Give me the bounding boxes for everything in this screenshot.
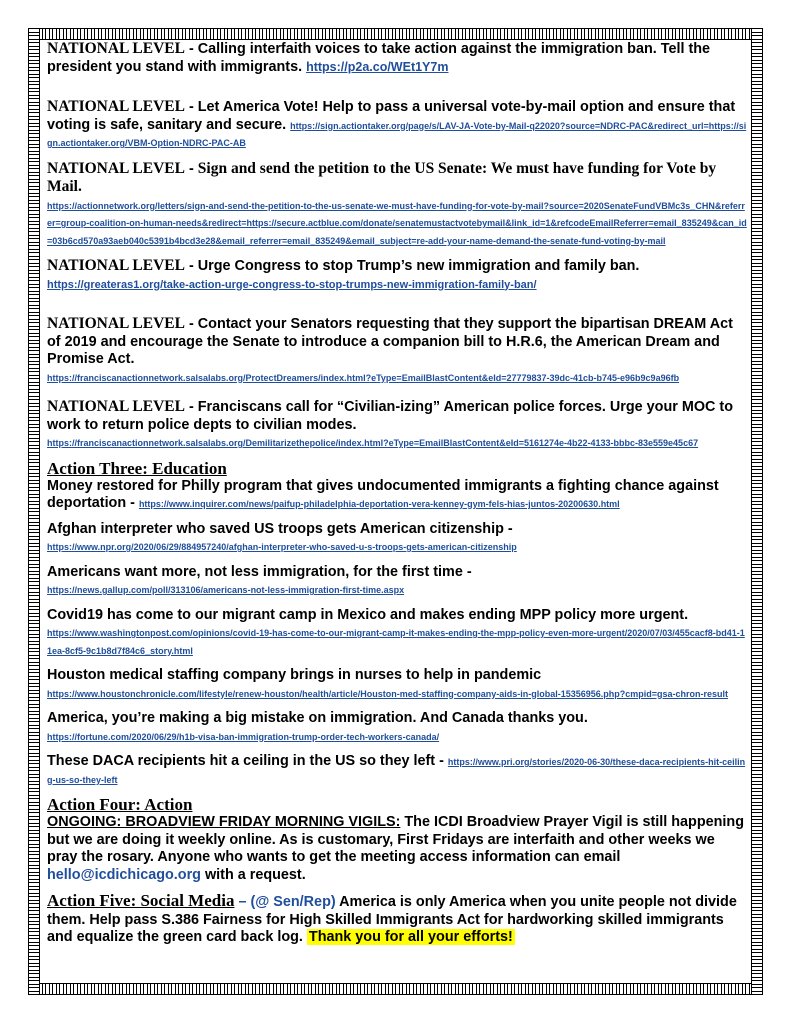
national-item: NATIONAL LEVEL - Let America Vote! Help to pass a universal vote-by-mail option and ensure that voting is safe, sanitary and secure. https://sign.actiontaker.org/page/s/LAV-JA-Vote-by-Mail-q22020?source=NDRC-PAC&redirect_url=https://sign.actiontaker.org/VBM-Option-NDRC-PAC-AB [47, 98, 747, 148]
page-border-top [28, 28, 763, 40]
item-label: NATIONAL LEVEL [47, 398, 185, 415]
section-title-action: Action Four: Action [47, 795, 193, 814]
section-title-social: Action Five: Social Media [47, 891, 235, 910]
item-link[interactable]: https://greateras1.org/take-action-urge-congress-to-stop-trumps-new-immigration-family-ban/ [47, 278, 537, 291]
national-item: NATIONAL LEVEL - Urge Congress to stop Trump’s new immigration and family ban. https://greateras1.org/take-action-urge-congress-to-stop-trumps-new-immigration-family-ban/ [47, 257, 640, 291]
item-link[interactable]: https://www.pri.org/stories/2020-06-30/these-daca-recipients-hit-ceiling-us-so-they-left [47, 757, 746, 785]
national-item: NATIONAL LEVEL - Contact your Senators requesting that they support the bipartisan DREAM Act of 2019 and encourage the Senate to introduce a companion bill to H.R.6, the American Dream and Promise Act. https://franciscanactionnetwork.salsalabs.org/ProtectDreamers/index.html?eType=EmailBlastContent&eId=27779837-39dc-41cb-b745-e96b9c9a96fb [47, 315, 733, 383]
item-link[interactable]: https://www.inquirer.com/news/paifup-philadelphia-deportation-vera-kenney-gym-fels-hias-juntos-20200630.html [138, 499, 620, 509]
item-link[interactable]: https://franciscanactionnetwork.salsalabs.org/Demilitarizethepolice/index.html?eType=EmailBlastContent&eId=5161274e-4b22-4133-bbbc-83e559e45c67 [47, 438, 699, 448]
national-item: NATIONAL LEVEL - Franciscans call for “Civilian-izing” American police forces. Urge your MOC to work to return police depts to civilian modes. https://franciscanactionnetwork.salsalabs.org/Demilitarizethepolice/index.html?eType=EmailBlastContent&eId=5161274e-4b22-4133-bbbc-83e559e45c67 [47, 398, 734, 448]
item-link[interactable]: https://www.houstonchronicle.com/lifestyle/renew-houston/health/article/Houston-med-staffing-company-aids-in-global-15356956.php?cmpid=gsa-chron-result [47, 688, 729, 699]
item-label: NATIONAL LEVEL [47, 257, 185, 274]
education-item [47, 564, 747, 599]
vigil-paragraph [47, 814, 747, 884]
education-item [47, 607, 747, 660]
item-text: Covid19 has come to our migrant camp in Mexico and makes ending MPP policy more urgent. [47, 606, 689, 623]
page-border-right [751, 28, 763, 995]
item-text: Franciscans call for “Civilian-izing” American police forces. Urge your MOC to work to return police depts to civilian modes. [47, 399, 734, 433]
email-link[interactable]: hello@icdichicago.org [47, 866, 201, 883]
thanks-highlight: Thank you for all your efforts! [308, 929, 513, 945]
education-item [47, 710, 747, 745]
page-border-left [28, 28, 40, 995]
item-text: Afghan interpreter who saved US troops gets American citizenship - [47, 520, 513, 537]
item-text: Let America Vote! Help to pass a universal vote-by-mail option and ensure that voting is safe, sanitary and secure. [47, 99, 736, 133]
item-text: Americans want more, not less immigration, for the first time - [47, 563, 472, 580]
document-body [47, 40, 747, 955]
vigil-body-end: with a request. [204, 866, 306, 883]
social-handle: – (@ Sen/Rep) [238, 894, 336, 910]
item-label: NATIONAL LEVEL [47, 159, 185, 177]
item-text: Contact your Senators requesting that they support the bipartisan DREAM Act of 2019 and encourage the Senate to introduce a companion bill to H.R.6, the American Dream and Promise Act. [47, 316, 733, 367]
item-text: These DACA recipients hit a ceiling in the US so they left - [47, 753, 444, 769]
item-text: America, you’re making a big mistake on immigration. And Canada thanks you. [47, 710, 588, 726]
education-item [47, 667, 747, 702]
vigil-body: The ICDI Broadview Prayer Vigil is still happening but we are doing it weekly online. As is customary, First Fridays are interfaith and other weeks we pray the rosary. Anyone who wants to get the meeting access information can email [47, 814, 744, 865]
item-text: Calling interfaith voices to take action against the immigration ban. Tell the president you stand with immigrants. [47, 41, 711, 75]
social-media-paragraph [47, 892, 747, 947]
item-text: Sign and send the petition to the US Senate: We must have funding for Vote by Mail. [47, 159, 717, 195]
education-item [47, 753, 747, 788]
item-text: Money restored for Philly program that gives undocumented immigrants a fighting chance against deportation - [47, 477, 719, 511]
page-border-bottom [28, 983, 763, 995]
section-title-education: Action Three: Education [47, 458, 227, 478]
item-label: NATIONAL LEVEL [47, 315, 185, 332]
item-label: NATIONAL LEVEL [47, 40, 185, 57]
item-link[interactable]: https://www.washingtonpost.com/opinions/covid-19-has-come-to-our-migrant-camp-it-makes-ending-the-mpp-policy-even-more-urgent/2020/07/03/455cacf8-bd41-11ea-8cf5-9c1b8d7f84c6_story.html [47, 628, 745, 656]
item-link[interactable]: https://fortune.com/2020/06/29/h1b-visa-ban-immigration-trump-order-tech-workers-canada/ [47, 731, 440, 742]
item-link[interactable]: https://news.gallup.com/poll/313106/americans-not-less-immigration-first-time.aspx [47, 585, 405, 595]
item-text: Urge Congress to stop Trump’s new immigration and family ban. [197, 258, 640, 274]
social-body: America is only America when you unite people not divide them. Help pass S.386 Fairness for High Skilled Immigrants Act for hardworking skilled immigrants and equalize the green card back log. [47, 894, 737, 945]
item-link[interactable]: https://sign.actiontaker.org/page/s/LAV-JA-Vote-by-Mail-q22020?source=NDRC-PAC&redirect_url=https://sign.actiontaker.org/VBM-Option-NDRC-PAC-AB [47, 120, 747, 148]
national-item: NATIONAL LEVEL - Sign and send the petition to the US Senate: We must have funding for Vote by Mail. https://actionnetwork.org/letters/sign-and-send-the-petition-to-the-us-senate-we-must-have-funding-for-vote-by-mail?source=2020SenateFundVBMc3s_CHN&referrer=group-coalition-on-human-needs&redirect=https://secure.actblue.com/donate/senatemustactvotebymail&link_id=1&refcodeEmailReferrer=email_835249&can_id=03b6cd570a93aeb040c5391b4bcd3e28&email_referrer=email_835249&email_subject=re-add-your-name-demand-the-senate-fund-voting-by-mail [47, 159, 747, 246]
item-link[interactable]: https://franciscanactionnetwork.salsalabs.org/ProtectDreamers/index.html?eType=EmailBlastContent&eId=27779837-39dc-41cb-b745-e96b9c9a96fb [47, 372, 680, 383]
national-item: NATIONAL LEVEL - Calling interfaith voices to take action against the immigration ban. Tell the president you stand with immigrants. https://p2a.co/WEt1Y7m [47, 40, 711, 75]
item-link[interactable]: https://www.npr.org/2020/06/29/884957240/afghan-interpreter-who-saved-u-s-troops-gets-american-citizenship [47, 542, 517, 552]
item-text: Houston medical staffing company brings in nurses to help in pandemic [47, 667, 542, 683]
education-item [47, 521, 747, 556]
vigil-heading: ONGOING: BROADVIEW FRIDAY MORNING VIGILS: [47, 814, 401, 830]
item-link[interactable]: https://p2a.co/WEt1Y7m [306, 59, 449, 74]
item-label: NATIONAL LEVEL [47, 98, 185, 115]
education-item [47, 478, 747, 513]
item-link[interactable]: https://actionnetwork.org/letters/sign-and-send-the-petition-to-the-us-senate-we-must-have-funding-for-vote-by-mail?source=2020SenateFundVBMc3s_CHN&referrer=group-coalition-on-human-needs&redirect=https://secure.actblue.com/donate/senatemustactvotebymail&link_id=1&refcodeEmailReferrer=email_835249&can_id=03b6cd570a93aeb040c5391b4bcd3e28&email_referrer=email_835249&email_subject=re-add-your-name-demand-the-senate-fund-voting-by-mail [47, 200, 747, 246]
